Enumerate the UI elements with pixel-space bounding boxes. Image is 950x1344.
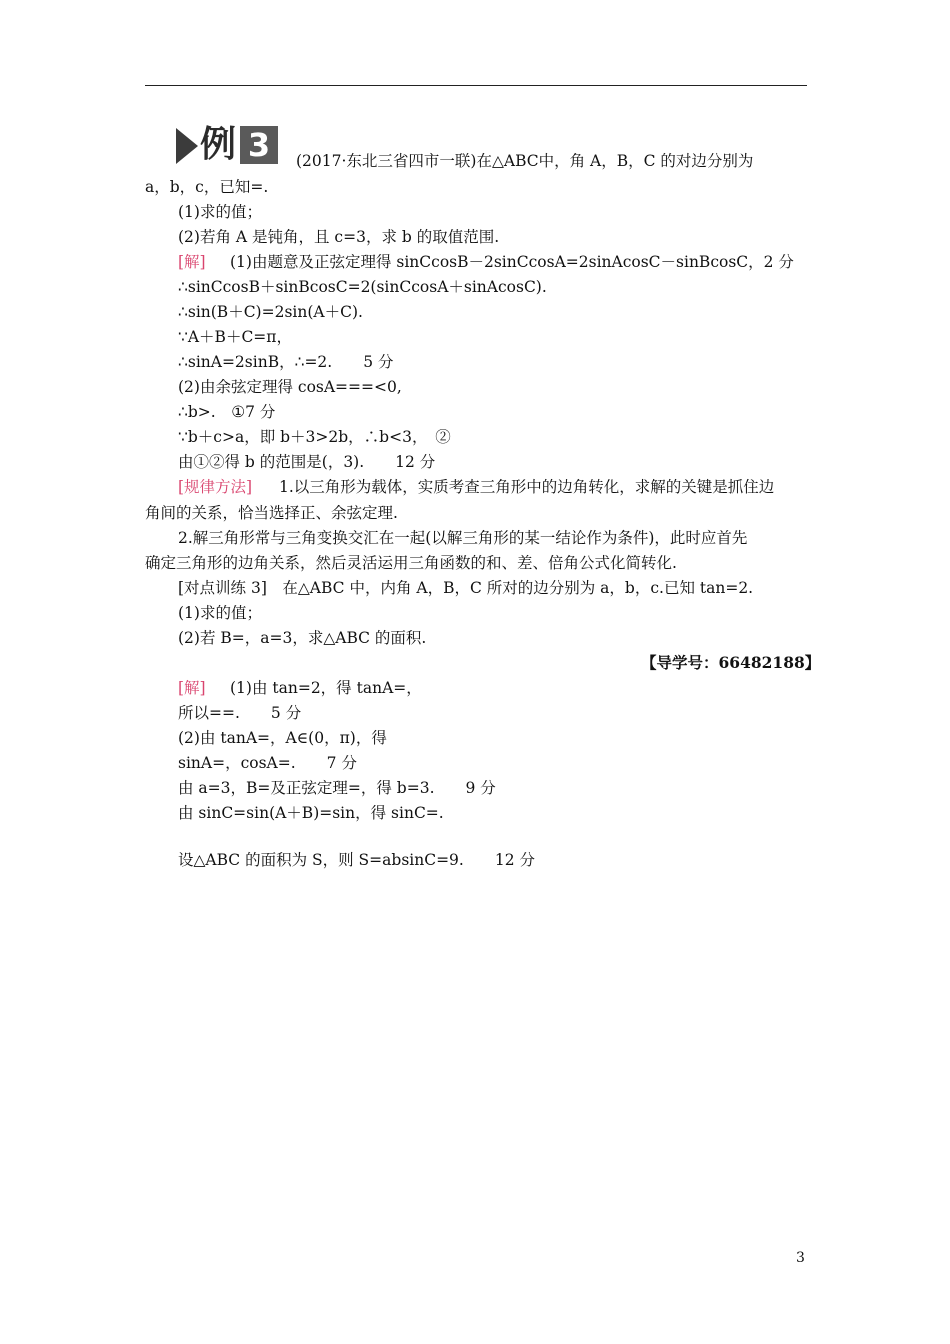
page-number: 3 bbox=[796, 1250, 805, 1266]
method-line-3: 2.解三角形常与三角变换交汇在一起(以解三角形的某一结论作为条件)，此时应首先 bbox=[178, 529, 748, 547]
exercise-solution-line-6: 由 sinC=sin(A＋B)=sin，得 sinC=. bbox=[178, 804, 444, 822]
exercise-solution-line-3: (2)由 tanA=，A∈(0，π)，得 bbox=[178, 729, 387, 747]
exercise-solution-line-4: sinA=，cosA=. 7 分 bbox=[178, 754, 357, 772]
problem-part-1: (1)求的值； bbox=[178, 203, 262, 221]
example-char: 例 bbox=[200, 124, 237, 165]
solution-line-1: (1)由题意及正弦定理得 sinCcosB－2sinCcosA=2sinAcosC－sinBcosC，2 分 bbox=[230, 253, 794, 271]
solution-line-6: (2)由余弦定理得 cosA===<0, bbox=[178, 378, 402, 396]
solution-line-7: ∴b>. ①7 分 bbox=[178, 403, 276, 421]
solution-line-8: ∵b＋c>a，即 b＋3>2b，∴b<3， ② bbox=[178, 428, 451, 446]
header-rule bbox=[145, 85, 807, 86]
exercise-solution-line-5: 由 a=3，B=及正弦定理=，得 b=3. 9 分 bbox=[178, 779, 496, 797]
example-badge bbox=[176, 124, 280, 166]
method-line-2: 角间的关系，恰当选择正、余弦定理. bbox=[145, 504, 398, 522]
problem-part-2: (2)若角 A 是钝角，且 c=3，求 b 的取值范围. bbox=[178, 228, 500, 246]
method-line-1: 1.以三角形为载体，实质考查三角形中的边角转化，求解的关键是抓住边 bbox=[279, 478, 775, 496]
solution-line-5: ∴sinA=2sinB，∴=2. 5 分 bbox=[178, 353, 394, 371]
solution-line-4: ∵A＋B＋C=π， bbox=[178, 328, 292, 346]
arrow-icon bbox=[176, 128, 198, 164]
exercise-line-1: [对点训练 3] 在△ABC 中，内角 A，B，C 所对的边分别为 a，b，c.已知 tan=2. bbox=[178, 579, 754, 597]
exercise-solution-line-7: 设△ABC 的面积为 S，则 S=absinC=9. 12 分 bbox=[178, 851, 536, 869]
exercise-part-1: (1)求的值； bbox=[178, 604, 262, 622]
solution-line-9: 由①②得 b 的范围是(，3). 12 分 bbox=[178, 453, 436, 471]
solution-line-2: ∴sinCcosB＋sinBcosC=2(sinCcosA＋sinAcosC). bbox=[178, 278, 547, 296]
exercise-part-2: (2)若 B=，a=3，求△ABC 的面积. bbox=[178, 629, 427, 647]
exercise-solution-line-1: (1)由 tan=2，得 tanA=， bbox=[230, 679, 422, 697]
guide-number: 【导学号：66482188】 bbox=[641, 653, 821, 672]
problem-line-1: (2017·东北三省四市一联)在△ABC中，角 A，B，C 的对边分别为 bbox=[296, 152, 754, 170]
exercise-solution-label: [解] bbox=[178, 679, 206, 697]
example-number: 3 bbox=[240, 126, 278, 164]
exercise-solution-line-2: 所以==. 5 分 bbox=[178, 704, 302, 722]
solution-label: [解] bbox=[178, 253, 206, 271]
solution-line-3: ∴sin(B＋C)=2sin(A＋C). bbox=[178, 303, 363, 321]
method-label: [规律方法] bbox=[178, 478, 253, 496]
problem-line-2: a，b，c，已知=. bbox=[145, 178, 269, 196]
method-line-4: 确定三角形的边角关系，然后灵活运用三角函数的和、差、倍角公式化简转化. bbox=[145, 554, 677, 572]
